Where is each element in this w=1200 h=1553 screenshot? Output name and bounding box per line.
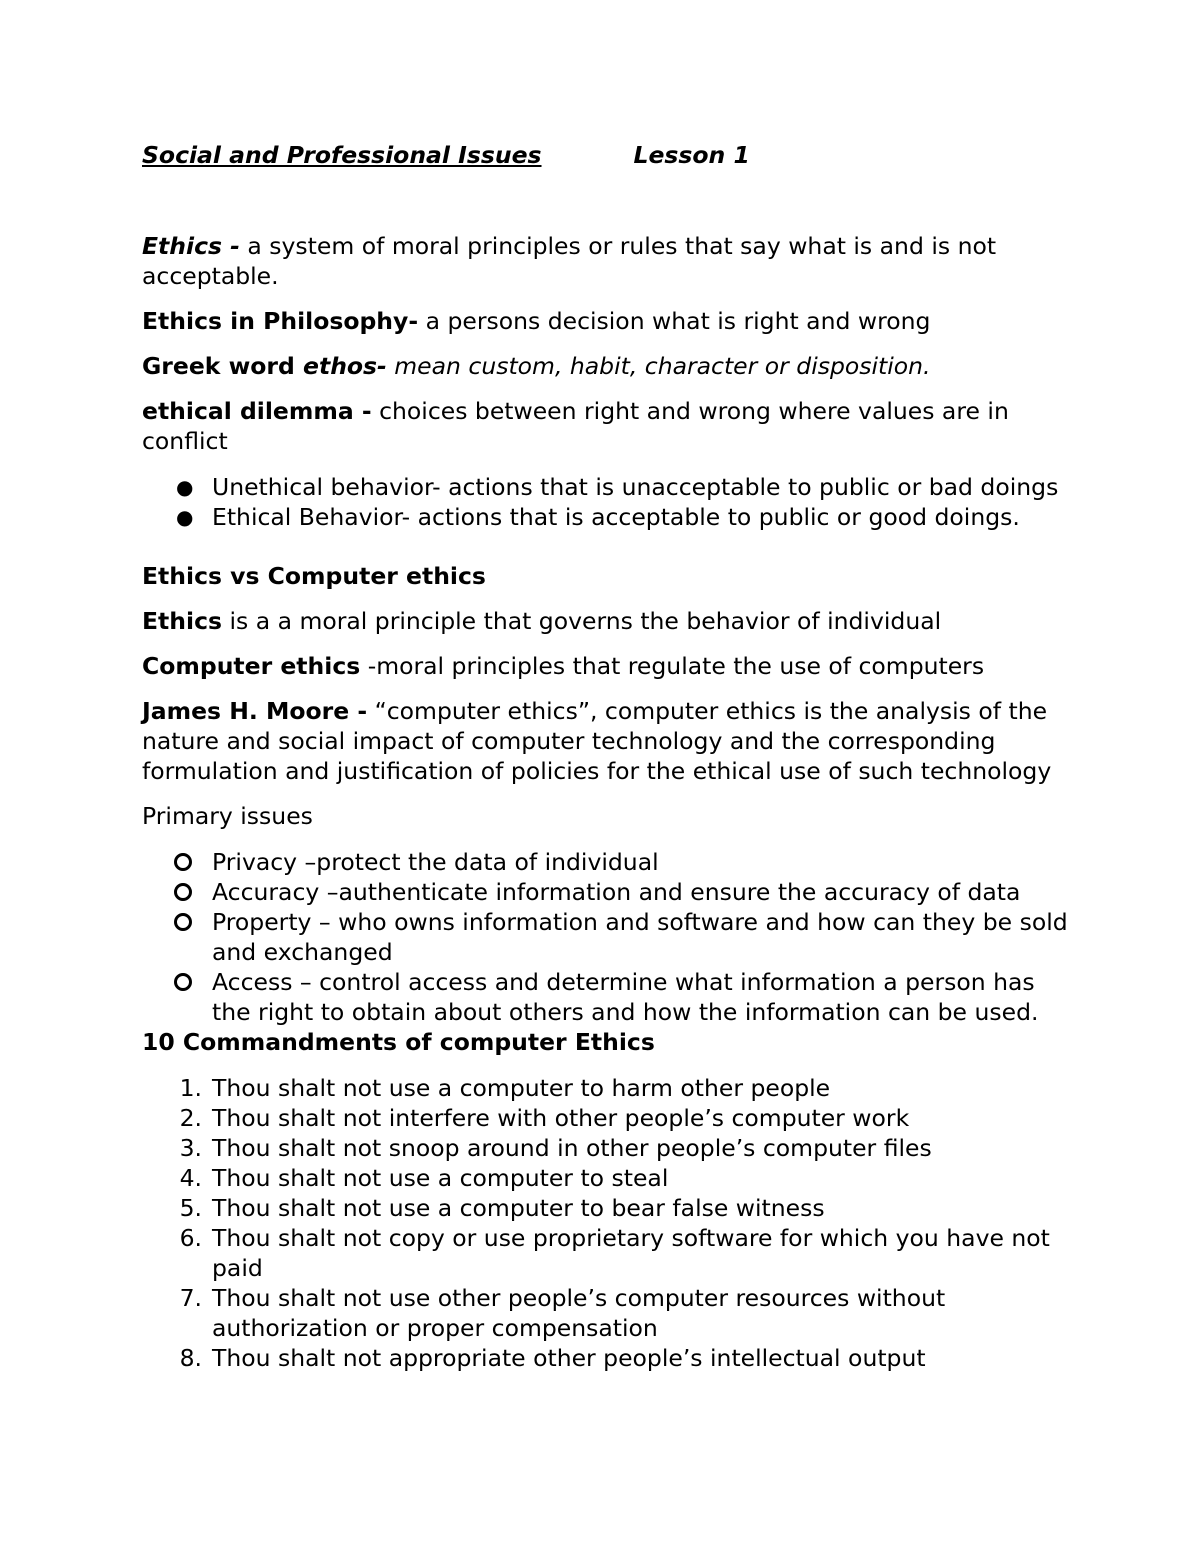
list-item-text: Thou shalt not snoop around in other people’s computer files [212,1134,932,1162]
list-item-text: Unethical behavior- actions that is unacceptable to public or bad doings [212,473,1059,501]
definition-moore [142,696,1072,786]
list-item-text: Property – who owns information and software and how can they be sold and exchanged [212,908,1068,966]
list-item [142,1223,1072,1283]
list-number: 4. [179,1164,202,1192]
list-item [142,847,1072,877]
definition-ethics-individual [142,606,1072,636]
definition-philosophy-text: a persons decision what is right and wrong [418,307,931,335]
list-item [142,907,1072,967]
list-item-text: Thou shalt not use a computer to harm other people [212,1074,831,1102]
lesson-label: Lesson 1 [633,141,750,169]
definition-greek-text: mean custom, habit, character or disposition. [386,352,931,380]
definition-ethics-text: a system of moral principles or rules that say what is and is not acceptable. [142,232,997,290]
list-number: 1. [179,1074,202,1102]
list-item [142,472,1072,502]
commandments-list [142,1073,1072,1373]
term-ethics: Ethics - [142,232,240,260]
list-number: 6. [179,1224,202,1252]
list-number: 7. [179,1284,202,1312]
list-item [142,502,1072,532]
list-item [142,967,1072,1027]
list-number: 8. [179,1344,202,1372]
definition-computer-ethics [142,651,1072,681]
bullet-icon: ● [176,505,194,529]
circle-bullet-icon [174,883,192,901]
circle-bullet-icon [174,973,192,991]
definition-ethics [142,231,1072,291]
term-greek: Greek word [142,352,304,380]
circle-bullet-icon [174,853,192,871]
list-item [142,1073,1072,1103]
definition-philosophy [142,306,1072,336]
list-item [142,1193,1072,1223]
list-number: 3. [179,1134,202,1162]
definition-dilemma-text: choices between right and wrong where values are in conflict [142,397,1009,455]
term-ethos: ethos- [303,352,387,380]
list-item-text: Thou shalt not copy or use proprietary software for which you have not paid [212,1224,1050,1282]
list-item-text: Thou shalt not use a computer to bear false witness [212,1194,825,1222]
list-number: 2. [179,1104,202,1132]
definition-dilemma [142,396,1072,456]
list-item-text: Privacy –protect the data of individual [212,848,659,876]
list-item [142,1103,1072,1133]
list-number: 5. [179,1194,202,1222]
circle-bullet-icon [174,913,192,931]
commandments-heading: 10 Commandments of computer Ethics [142,1028,655,1056]
comparison-heading: Ethics vs Computer ethics [142,562,486,590]
list-item-text: Thou shalt not use a computer to steal [212,1164,669,1192]
term-philosophy: Ethics in Philosophy- [142,307,419,335]
course-title: Social and Professional Issues [142,141,542,169]
bullet-icon: ● [176,475,194,499]
list-item [142,1163,1072,1193]
primary-issues-list [142,847,1072,1027]
list-item [142,1283,1072,1343]
term-computer-ethics: Computer ethics [142,652,361,680]
document-title [142,140,1072,170]
behavior-list [142,472,1072,532]
list-item-text: Accuracy –authenticate information and ensure the accuracy of data [212,878,1021,906]
list-item-text: Access – control access and determine what information a person has the right to obtain about others and how the information can be used. [212,968,1039,1026]
list-item-text: Thou shalt not appropriate other people’s intellectual output [212,1344,926,1372]
primary-issues-heading: Primary issues [142,802,313,830]
term-moore: James H. Moore - [142,697,368,725]
list-item-text: Thou shalt not interfere with other people’s computer work [212,1104,910,1132]
definition-ethics-individual-text: is a a moral principle that governs the behavior of individual [222,607,942,635]
list-item [142,1133,1072,1163]
term-dilemma: ethical dilemma - [142,397,372,425]
list-item [142,877,1072,907]
definition-computer-ethics-text: -moral principles that regulate the use of computers [360,652,985,680]
term-ethics-2: Ethics [142,607,222,635]
list-item-text: Thou shalt not use other people’s computer resources without authorization or proper compensation [212,1284,946,1342]
list-item-text: Ethical Behavior- actions that is acceptable to public or good doings. [212,503,1020,531]
definition-moore-text: “computer ethics”, computer ethics is the analysis of the nature and social impact of computer technology and the corresponding formulation and justification of policies for the ethical use of such technology [142,697,1052,785]
definition-greek [142,351,1072,381]
document-page [142,140,1072,1373]
list-item [142,1343,1072,1373]
